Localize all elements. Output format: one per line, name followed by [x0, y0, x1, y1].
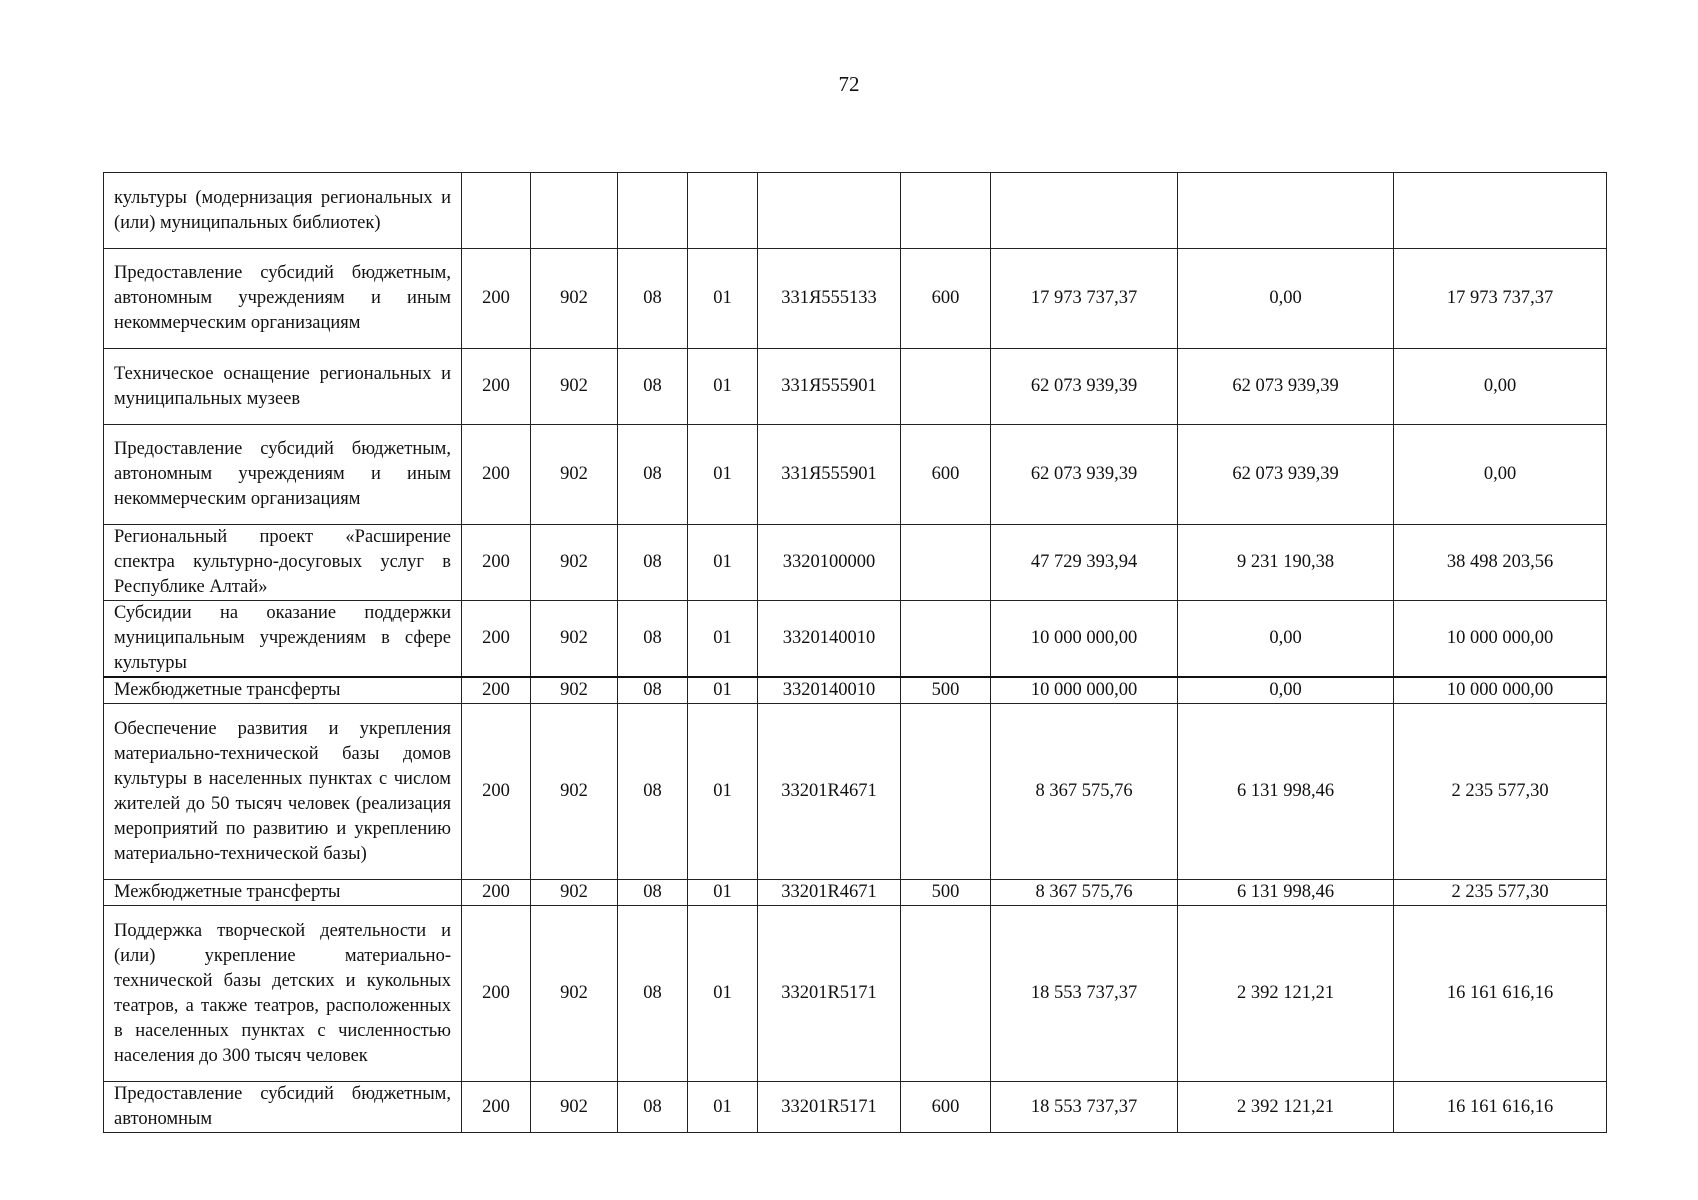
row-regional-cell: 2 235 577,30: [1394, 880, 1607, 906]
row-subsection-cell: 01: [688, 1082, 758, 1133]
row-federal-cell: 6 131 998,46: [1178, 704, 1394, 880]
row-section-cell: 08: [618, 906, 688, 1082]
row-subsection-cell: 01: [688, 525, 758, 601]
row-subsection-cell: 01: [688, 601, 758, 678]
row-regional-cell: 0,00: [1394, 349, 1607, 425]
row-regional-cell: 0,00: [1394, 425, 1607, 525]
row-subsection-cell: 01: [688, 677, 758, 704]
row-expense-type-cell: 600: [901, 249, 991, 349]
row-section-cell: 08: [618, 880, 688, 906]
row-subsection-cell: 01: [688, 880, 758, 906]
row-total-cell: 47 729 393,94: [991, 525, 1178, 601]
table-row: [104, 425, 1607, 525]
row-target-article-cell: 33201R5171: [758, 1082, 901, 1133]
row-federal-cell: 62 073 939,39: [1178, 349, 1394, 425]
row-target-article-cell: 331Я555901: [758, 349, 901, 425]
row-target-article-cell: 3320140010: [758, 601, 901, 678]
row-gl-code-cell: 902: [531, 349, 618, 425]
row-total-cell: 10 000 000,00: [991, 677, 1178, 704]
row-federal-cell: [1178, 173, 1394, 249]
page-number: 72: [838, 72, 860, 96]
row-expense-type-cell: [901, 601, 991, 678]
row-subsection-cell: 01: [688, 249, 758, 349]
row-federal-cell: 9 231 190,38: [1178, 525, 1394, 601]
row-name-cell: Техническое оснащение региональных и муниципальных музеев: [104, 349, 462, 425]
row-total-cell: 62 073 939,39: [991, 425, 1178, 525]
row-kvsr-cell: 200: [462, 880, 531, 906]
row-regional-cell: [1394, 173, 1607, 249]
row-kvsr-cell: 200: [462, 906, 531, 1082]
row-federal-cell: 0,00: [1178, 677, 1394, 704]
row-kvsr-cell: 200: [462, 425, 531, 525]
row-target-article-cell: 33201R4671: [758, 880, 901, 906]
row-expense-type-cell: 600: [901, 1082, 991, 1133]
row-gl-code-cell: 902: [531, 704, 618, 880]
row-expense-type-cell: 500: [901, 880, 991, 906]
row-name-cell: Предоставление субсидий бюджетным, автономным учреждениям и иным некоммерческим организациям: [104, 425, 462, 525]
row-kvsr-cell: [462, 173, 531, 249]
row-section-cell: 08: [618, 601, 688, 678]
row-regional-cell: 2 235 577,30: [1394, 704, 1607, 880]
row-kvsr-cell: 200: [462, 601, 531, 678]
row-name-cell: культуры (модернизация региональных и (или) муниципальных библиотек): [104, 173, 462, 249]
row-regional-cell: 16 161 616,16: [1394, 906, 1607, 1082]
row-target-article-cell: 3320100000: [758, 525, 901, 601]
row-kvsr-cell: 200: [462, 704, 531, 880]
row-target-article-cell: 331Я555133: [758, 249, 901, 349]
table-row: [104, 249, 1607, 349]
row-gl-code-cell: 902: [531, 906, 618, 1082]
row-target-article-cell: 331Я555901: [758, 425, 901, 525]
table-row: [104, 525, 1607, 601]
row-kvsr-cell: 200: [462, 677, 531, 704]
row-expense-type-cell: [901, 173, 991, 249]
row-name-cell: Обеспечение развития и укрепления материально-технической базы домов культуры в населенных пунктах с числом жителей до 50 тысяч человек (реализация мероприятий по развитию и укреплению материально-технической базы): [104, 704, 462, 880]
table-row: [104, 349, 1607, 425]
row-section-cell: 08: [618, 1082, 688, 1133]
row-kvsr-cell: 200: [462, 1082, 531, 1133]
row-regional-cell: 17 973 737,37: [1394, 249, 1607, 349]
row-kvsr-cell: 200: [462, 349, 531, 425]
row-kvsr-cell: 200: [462, 525, 531, 601]
table-row: [104, 1082, 1607, 1133]
table-body: [104, 173, 1607, 1133]
row-section-cell: 08: [618, 249, 688, 349]
row-subsection-cell: 01: [688, 349, 758, 425]
table-row: [104, 677, 1607, 704]
row-federal-cell: 0,00: [1178, 601, 1394, 678]
row-expense-type-cell: [901, 349, 991, 425]
row-target-article-cell: 33201R5171: [758, 906, 901, 1082]
row-gl-code-cell: 902: [531, 249, 618, 349]
row-gl-code-cell: 902: [531, 601, 618, 678]
row-expense-type-cell: 600: [901, 425, 991, 525]
row-expense-type-cell: [901, 704, 991, 880]
row-name-cell: Предоставление субсидий бюджетным, автономным: [104, 1082, 462, 1133]
row-subsection-cell: 01: [688, 425, 758, 525]
row-section-cell: 08: [618, 525, 688, 601]
row-federal-cell: 62 073 939,39: [1178, 425, 1394, 525]
row-gl-code-cell: 902: [531, 1082, 618, 1133]
row-regional-cell: 16 161 616,16: [1394, 1082, 1607, 1133]
row-regional-cell: 10 000 000,00: [1394, 601, 1607, 678]
row-subsection-cell: 01: [688, 906, 758, 1082]
row-name-cell: Субсидии на оказание поддержки муниципальным учреждениям в сфере культуры: [104, 601, 462, 678]
row-federal-cell: 0,00: [1178, 249, 1394, 349]
row-regional-cell: 10 000 000,00: [1394, 677, 1607, 704]
row-total-cell: 17 973 737,37: [991, 249, 1178, 349]
row-target-article-cell: [758, 173, 901, 249]
row-regional-cell: 38 498 203,56: [1394, 525, 1607, 601]
table-row: [104, 880, 1607, 906]
row-gl-code-cell: 902: [531, 525, 618, 601]
row-federal-cell: 2 392 121,21: [1178, 1082, 1394, 1133]
row-total-cell: 62 073 939,39: [991, 349, 1178, 425]
row-total-cell: 18 553 737,37: [991, 1082, 1178, 1133]
row-name-cell: Межбюджетные трансферты: [104, 880, 462, 906]
row-target-article-cell: 3320140010: [758, 677, 901, 704]
table-row: [104, 173, 1607, 249]
row-total-cell: 8 367 575,76: [991, 704, 1178, 880]
row-subsection-cell: [688, 173, 758, 249]
row-gl-code-cell: 902: [531, 880, 618, 906]
row-expense-type-cell: [901, 906, 991, 1082]
row-section-cell: 08: [618, 704, 688, 880]
row-subsection-cell: 01: [688, 704, 758, 880]
table-row: [104, 601, 1607, 678]
row-name-cell: Региональный проект «Расширение спектра культурно-досуговых услуг в Республике Алтай»: [104, 525, 462, 601]
row-name-cell: Межбюджетные трансферты: [104, 677, 462, 704]
table-row: [104, 906, 1607, 1082]
row-total-cell: 10 000 000,00: [991, 601, 1178, 678]
row-section-cell: 08: [618, 677, 688, 704]
row-kvsr-cell: 200: [462, 249, 531, 349]
row-name-cell: Поддержка творческой деятельности и (или) укрепление материально-технической базы детских и кукольных театров, а также театров, расположенных в населенных пунктах с численностью населения до 300 тысяч человек: [104, 906, 462, 1082]
row-total-cell: 8 367 575,76: [991, 880, 1178, 906]
row-federal-cell: 6 131 998,46: [1178, 880, 1394, 906]
row-target-article-cell: 33201R4671: [758, 704, 901, 880]
row-total-cell: 18 553 737,37: [991, 906, 1178, 1082]
row-federal-cell: 2 392 121,21: [1178, 906, 1394, 1082]
row-expense-type-cell: 500: [901, 677, 991, 704]
row-expense-type-cell: [901, 525, 991, 601]
row-section-cell: 08: [618, 349, 688, 425]
row-name-cell: Предоставление субсидий бюджетным, автономным учреждениям и иным некоммерческим организациям: [104, 249, 462, 349]
table-row: [104, 704, 1607, 880]
row-section-cell: [618, 173, 688, 249]
row-gl-code-cell: [531, 173, 618, 249]
row-section-cell: 08: [618, 425, 688, 525]
row-gl-code-cell: 902: [531, 677, 618, 704]
budget-table: [103, 172, 1607, 1133]
row-gl-code-cell: 902: [531, 425, 618, 525]
row-total-cell: [991, 173, 1178, 249]
